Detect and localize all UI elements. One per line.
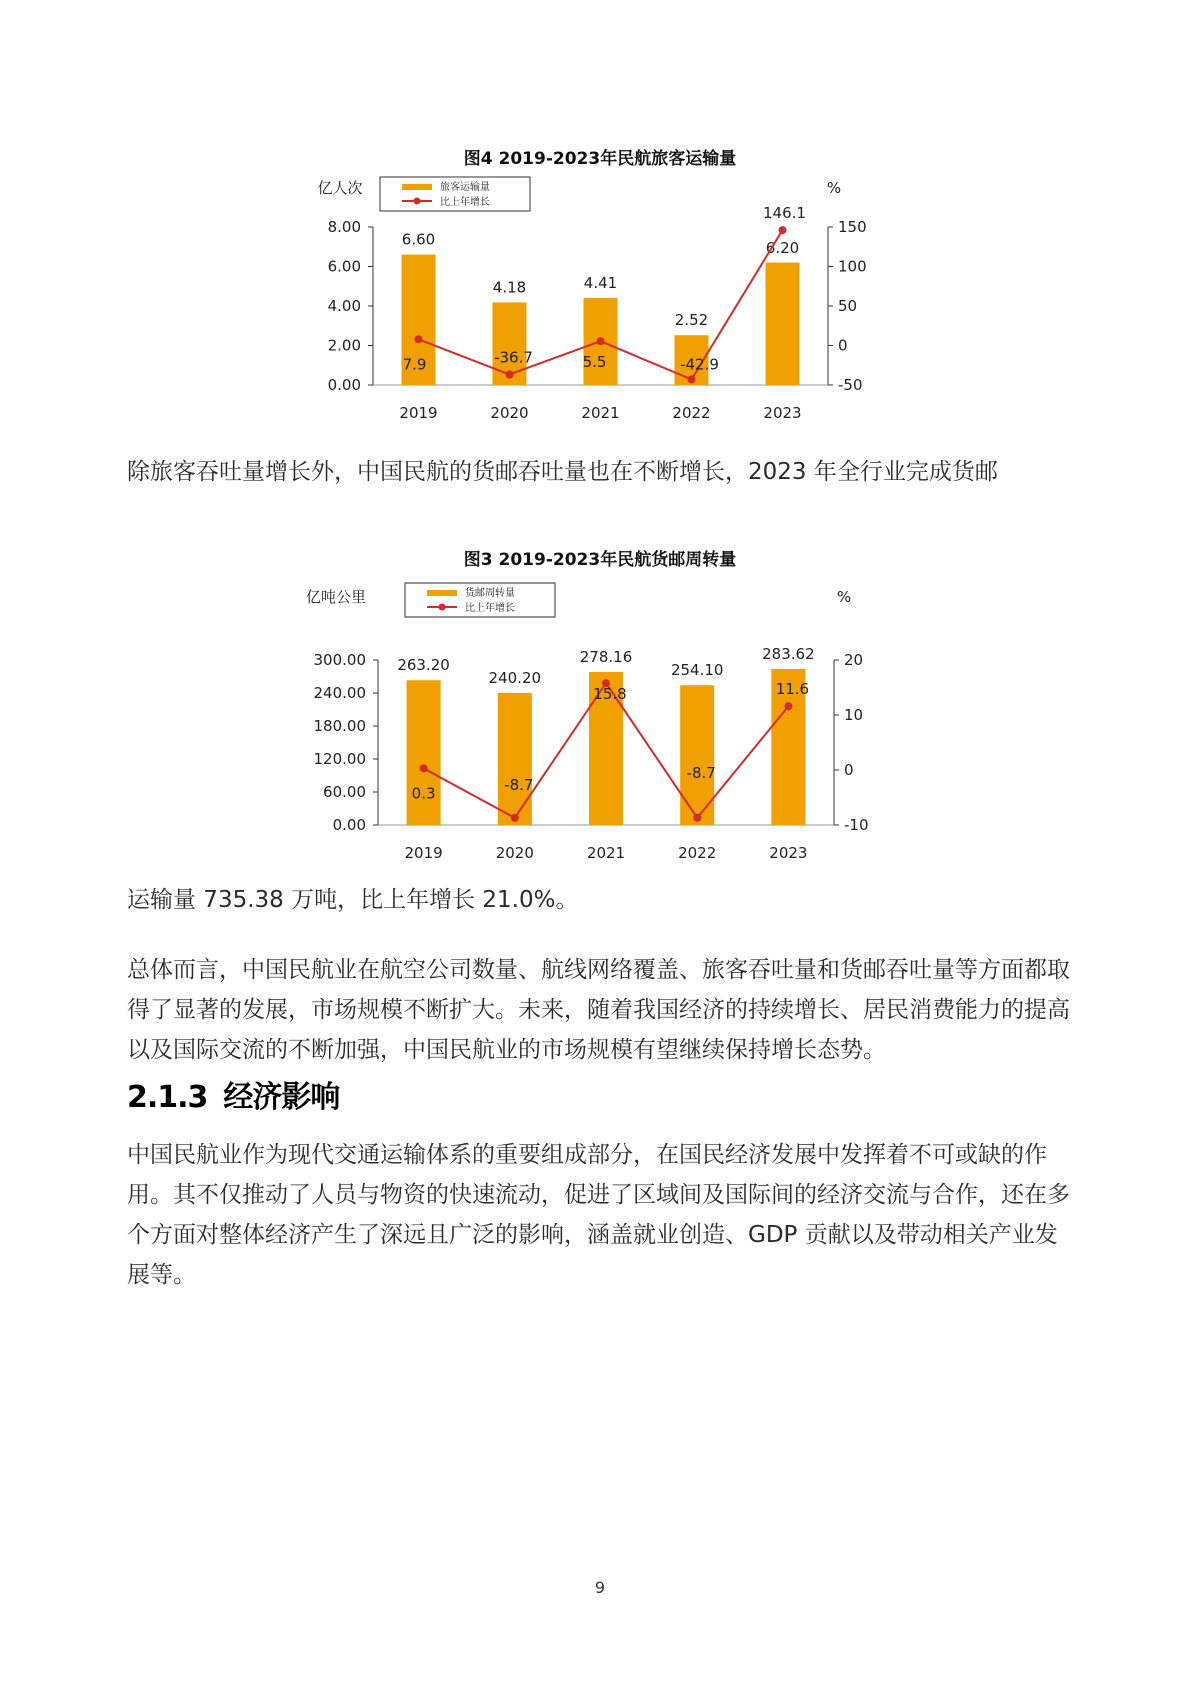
growth-value-label: 146.1 [763,204,806,223]
y2-axis-tick-label: -10 [844,816,869,834]
section-title: 经济影响 [223,1080,340,1115]
legend-line-marker [414,198,421,205]
section-heading [127,1072,355,1116]
y2-axis-tick-label: 50 [838,297,858,315]
growth-point-2019 [415,335,423,343]
growth-point-2022 [693,814,701,822]
growth-point-2021 [597,337,605,345]
paragraph-economic-impact: 中国民航业作为现代交通运输体系的重要组成部分，在国民经济发展中发挥着不可或缺的作用。其不仅推动了人员与物资的快速流动，促进了区域间及国际间的经济交流与合作，还在多个方面对整体经济产生了深远且广泛的影响，涵盖就业创造、GDP 贡献以及带动相关产业发展等。 [127,1142,1070,1288]
page-number: 9 [594,1578,606,1597]
y-axis-tick-label: 0.00 [332,816,366,834]
y2-axis-tick-label: 100 [838,257,867,276]
y-axis-tick-label: 120.00 [313,750,366,768]
y-axis-tick-label: 60.00 [323,783,366,801]
y2-axis-tick-label: 0 [844,761,854,779]
y-axis-tick-label: 8.00 [327,218,361,236]
growth-point-2020 [511,814,519,822]
x-axis-category-label: 2022 [672,404,711,422]
growth-point-2023 [779,226,787,234]
bar-value-label: 6.60 [401,230,436,249]
legend-line-marker [439,604,446,611]
y2-axis-tick-label: 0 [838,336,848,355]
y-axis-tick-label: 2.00 [327,336,361,355]
x-axis-category-label: 2022 [678,844,717,862]
bar-value-label: 263.20 [397,656,450,675]
growth-point-2023 [784,702,792,710]
growth-value-label: 5.5 [582,353,607,372]
growth-value-label: -8.7 [686,763,716,782]
chart-passenger-transport [0,140,1200,430]
legend-bar-swatch [402,184,432,190]
growth-point-2019 [420,764,428,772]
chart-title: 图3 2019-2023年民航货邮周转量 [463,550,737,570]
y2-axis-unit-label: % [826,179,842,197]
y-axis-unit-label: 亿吨公里 [305,588,367,606]
growth-point-2020 [506,370,514,378]
paragraph-summary: 总体而言，中国民航业在航空公司数量、航线网络覆盖、旅客吞吐量和货邮吞吐量等方面都取得了显著的发展，市场规模不断扩大。未来，随着我国经济的持续增长、居民消费能力的提高以及国际交流的不断加强，中国民航业的市场规模有望继续保持增长态势。 [127,957,1070,1063]
bar-2020 [498,693,532,825]
y2-axis-unit-label: % [836,588,852,606]
growth-value-label: 11.6 [775,680,810,699]
growth-point-2022 [688,375,696,383]
growth-value-label: -36.7 [494,348,533,367]
bar-2019 [407,680,441,825]
y-axis-tick-label: 6.00 [327,257,361,276]
legend-bar-label: 货邮周转量 [465,588,515,599]
bar-value-label: 4.41 [583,273,618,292]
bar-value-label: 283.62 [762,645,815,664]
growth-value-label: 7.9 [402,355,427,374]
growth-value-label: -42.9 [680,355,719,374]
chart-title: 图4 2019-2023年民航旅客运输量 [463,149,737,169]
x-axis-category-label: 2021 [581,404,620,422]
x-axis-category-label: 2023 [769,844,808,862]
legend-line-label: 比上年增长 [465,603,515,614]
y-axis-tick-label: 300.00 [313,651,366,669]
chart-cargo-turnover [0,545,1200,865]
x-axis-category-label: 2023 [763,404,802,422]
y-axis-tick-label: 4.00 [327,297,361,315]
growth-value-label: -8.7 [504,775,534,794]
y2-axis-tick-label: 10 [844,706,864,724]
y-axis-tick-label: 180.00 [313,717,366,735]
bar-value-label: 278.16 [579,648,633,667]
section-number: 2.1.3 [127,1080,208,1115]
y-axis-tick-label: 240.00 [313,684,366,702]
bar-value-label: 6.20 [765,239,800,257]
y2-axis-tick-label: 20 [844,651,864,669]
legend-line-label: 比上年增长 [440,197,490,208]
bar-2023 [766,263,800,385]
bar-value-label: 4.18 [492,278,527,297]
legend-bar-label: 旅客运输量 [440,182,490,193]
bar-value-label: 254.10 [670,661,724,680]
bar-value-label: 2.52 [674,311,709,330]
x-axis-category-label: 2021 [586,844,626,862]
x-axis-category-label: 2020 [490,404,529,422]
growth-value-label: 0.3 [411,784,436,803]
x-axis-category-label: 2019 [404,844,443,862]
x-axis-category-label: 2020 [495,844,534,862]
y-axis-unit-label: 亿人次 [317,179,363,197]
y2-axis-tick-label: -50 [838,376,863,394]
legend-bar-swatch [427,590,457,596]
paragraph-cargo-intro: 除旅客吞吐量增长外，中国民航的货邮吞吐量也在不断增长，2023 年全行业完成货邮 [127,459,998,485]
y2-axis-tick-label: 150 [838,218,867,236]
growth-value-label: 15.8 [593,685,627,704]
y-axis-tick-label: 0.00 [327,376,361,394]
x-axis-category-label: 2019 [399,404,438,422]
bar-value-label: 240.20 [488,668,542,687]
paragraph-cargo-volume: 运输量 735.38 万吨，比上年增长 21.0%。 [127,887,579,913]
chart-passenger-svg [0,140,1200,430]
chart-cargo-svg [0,545,1200,865]
